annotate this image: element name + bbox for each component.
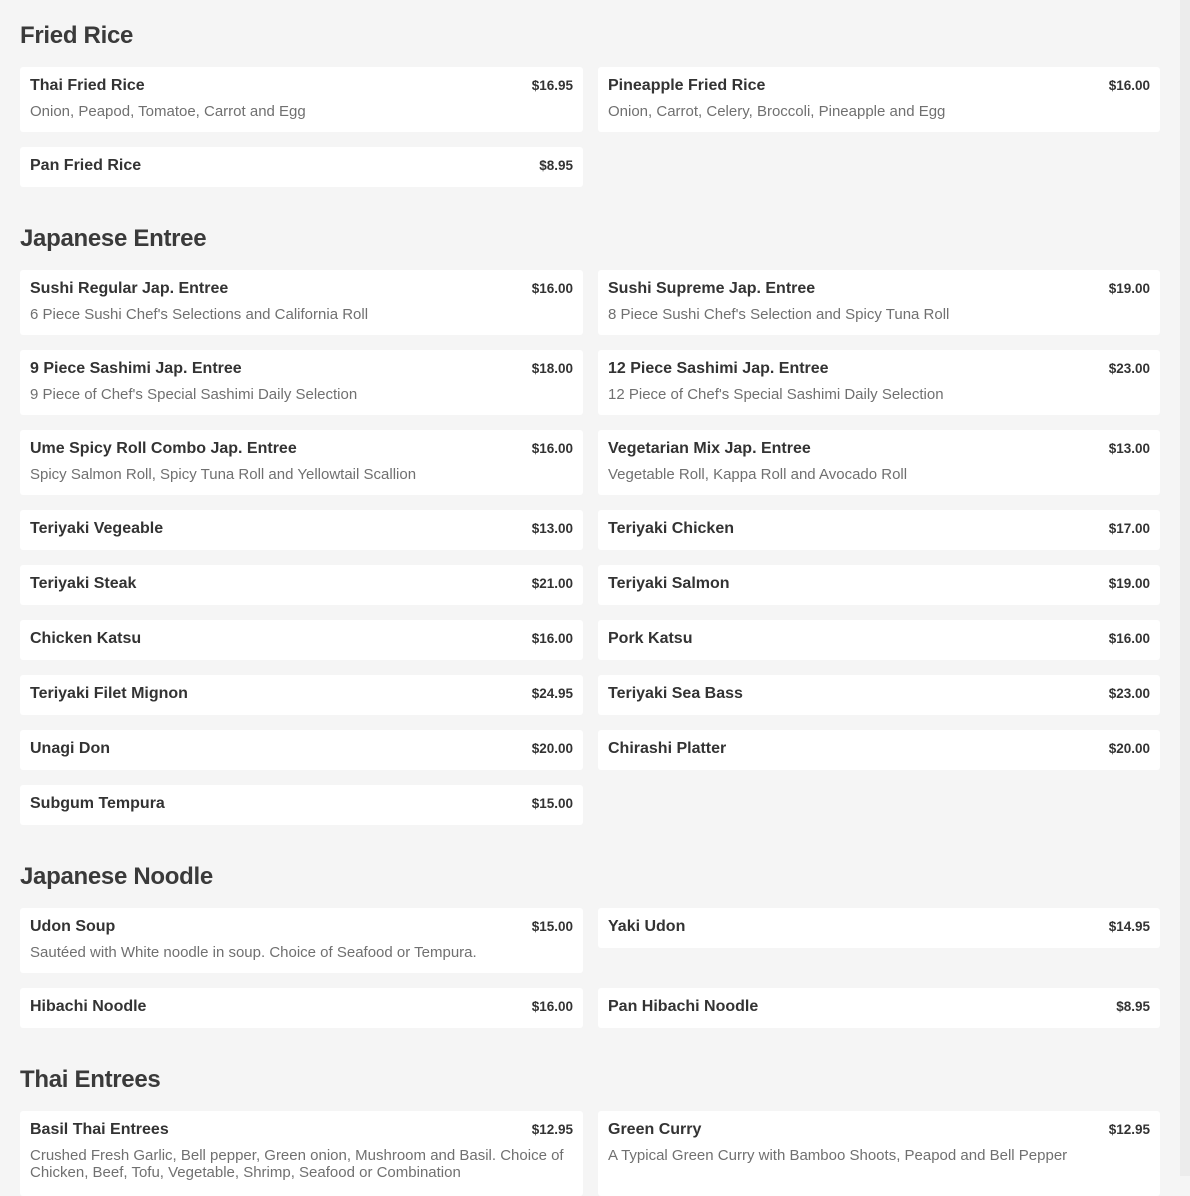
menu-item-description: 9 Piece of Chef's Special Sashimi Daily Selection: [30, 386, 358, 403]
menu-item-card[interactable]: [598, 350, 1160, 415]
menu-item-price: $18.00: [531, 361, 573, 376]
menu-item-card[interactable]: [20, 675, 583, 715]
scrollbar[interactable]: [1180, 0, 1190, 1176]
menu-item-card[interactable]: [598, 675, 1160, 715]
menu-item-name: Sushi Supreme Jap. Entree: [608, 280, 816, 297]
menu-item-name: Chirashi Platter: [608, 740, 727, 757]
menu-item-name: 9 Piece Sashimi Jap. Entree: [30, 360, 242, 377]
menu-item-price: $20.00: [531, 741, 573, 756]
menu-item-card[interactable]: [20, 1111, 583, 1196]
menu-item-description: 6 Piece Sushi Chef's Selections and California Roll: [30, 306, 369, 323]
menu-item-card[interactable]: [598, 908, 1160, 948]
menu-item-price: $23.00: [1108, 686, 1150, 701]
section-title-thai-entrees: Thai Entrees: [20, 1066, 161, 1093]
menu-item-description: A Typical Green Curry with Bamboo Shoots, Peapod and Bell Pepper: [608, 1147, 1068, 1164]
menu-item-price: $8.95: [1116, 999, 1150, 1014]
menu-item-description: Crushed Fresh Garlic, Bell pepper, Green onion, Mushroom and Basil. Choice of Chicken, Beef, Tofu, Vegetable, Shrimp, Seafood or Combination: [30, 1147, 564, 1181]
menu-item-description: Spicy Salmon Roll, Spicy Tuna Roll and Yellowtail Scallion: [30, 466, 417, 483]
menu-item-card[interactable]: [598, 430, 1160, 495]
menu-item-price: $8.95: [539, 158, 573, 173]
menu-item-description: 8 Piece Sushi Chef's Selection and Spicy Tuna Roll: [608, 306, 950, 323]
menu-item-name: Teriyaki Steak: [30, 575, 137, 592]
menu-item-name: Udon Soup: [30, 918, 116, 935]
menu-item-card[interactable]: [598, 730, 1160, 770]
menu-item-card[interactable]: [20, 730, 583, 770]
menu-item-price: $16.00: [531, 999, 573, 1014]
menu-item-name: Yaki Udon: [608, 918, 686, 935]
menu-item-name: Teriyaki Chicken: [608, 520, 734, 537]
menu-item-name: Thai Fried Rice: [30, 77, 145, 94]
menu-item-card[interactable]: [20, 270, 583, 335]
menu-item-price: $16.95: [531, 78, 573, 93]
menu-item-name: Teriyaki Vegeable: [30, 520, 164, 537]
menu-item-price: $15.00: [531, 796, 573, 811]
menu-item-card[interactable]: [598, 565, 1160, 605]
menu-item-name: Teriyaki Salmon: [608, 575, 730, 592]
menu-item-price: $21.00: [531, 576, 573, 591]
menu-item-price: $16.00: [531, 631, 573, 646]
menu-item-card[interactable]: [20, 430, 583, 495]
menu-item-price: $16.00: [1108, 631, 1150, 646]
menu-item-name: Unagi Don: [30, 740, 110, 757]
menu-item-name: Subgum Tempura: [30, 795, 165, 812]
menu-item-price: $14.95: [1108, 919, 1150, 934]
menu-item-card[interactable]: [20, 785, 583, 825]
menu-item-price: $13.00: [531, 521, 573, 536]
menu-item-card[interactable]: [20, 988, 583, 1028]
menu-item-name: Pineapple Fried Rice: [608, 77, 766, 94]
menu-item-card[interactable]: [20, 908, 583, 973]
menu-item-name: Chicken Katsu: [30, 630, 142, 647]
menu-item-name: Pork Katsu: [608, 630, 693, 647]
menu-item-card[interactable]: [20, 67, 583, 132]
menu-item-price: $16.00: [1108, 78, 1150, 93]
menu-item-name: Pan Fried Rice: [30, 157, 142, 174]
section-title-japanese-noodle: Japanese Noodle: [20, 863, 213, 890]
menu-item-price: $16.00: [531, 281, 573, 296]
menu-item-price: $24.95: [531, 686, 573, 701]
menu-item-name: Green Curry: [608, 1121, 702, 1138]
menu-item-name: Pan Hibachi Noodle: [608, 998, 759, 1015]
menu-item-price: $12.95: [531, 1122, 573, 1137]
menu-item-card[interactable]: [598, 67, 1160, 132]
menu-item-card[interactable]: [598, 620, 1160, 660]
section-title-fried-rice: Fried Rice: [20, 22, 134, 49]
menu-item-name: 12 Piece Sashimi Jap. Entree: [608, 360, 829, 377]
menu-item-card[interactable]: [598, 988, 1160, 1028]
menu-item-price: $15.00: [531, 919, 573, 934]
menu-item-price: $19.00: [1108, 281, 1150, 296]
menu-item-name: Teriyaki Sea Bass: [608, 685, 743, 702]
menu-item-card[interactable]: [20, 147, 583, 187]
section-title-japanese-entree: Japanese Entree: [20, 225, 207, 252]
menu-item-description: 12 Piece of Chef's Special Sashimi Daily Selection: [608, 386, 944, 403]
menu-item-name: Vegetarian Mix Jap. Entree: [608, 440, 811, 457]
menu-item-card[interactable]: [598, 1111, 1160, 1196]
menu-item-card[interactable]: [598, 510, 1160, 550]
menu-item-description: Vegetable Roll, Kappa Roll and Avocado Roll: [608, 466, 908, 483]
menu-item-price: $13.00: [1108, 441, 1150, 456]
menu-item-description: Sautéed with White noodle in soup. Choice of Seafood or Tempura.: [30, 944, 477, 961]
menu-item-price: $16.00: [531, 441, 573, 456]
menu-item-price: $17.00: [1108, 521, 1150, 536]
menu-item-price: $20.00: [1108, 741, 1150, 756]
menu-item-card[interactable]: [20, 565, 583, 605]
menu-item-description: Onion, Peapod, Tomatoe, Carrot and Egg: [30, 103, 306, 120]
menu-item-name: Hibachi Noodle: [30, 998, 147, 1015]
menu-item-name: Teriyaki Filet Mignon: [30, 685, 188, 702]
menu-item-card[interactable]: [20, 350, 583, 415]
menu-item-card[interactable]: [598, 270, 1160, 335]
menu-item-card[interactable]: [20, 620, 583, 660]
menu-item-description: Onion, Carrot, Celery, Broccoli, Pineapple and Egg: [608, 103, 946, 120]
menu-item-name: Sushi Regular Jap. Entree: [30, 280, 229, 297]
menu-item-name: Ume Spicy Roll Combo Jap. Entree: [30, 440, 297, 457]
menu-item-price: $23.00: [1108, 361, 1150, 376]
menu-item-name: Basil Thai Entrees: [30, 1121, 169, 1138]
menu-item-price: $12.95: [1108, 1122, 1150, 1137]
menu-item-price: $19.00: [1108, 576, 1150, 591]
menu-item-card[interactable]: [20, 510, 583, 550]
